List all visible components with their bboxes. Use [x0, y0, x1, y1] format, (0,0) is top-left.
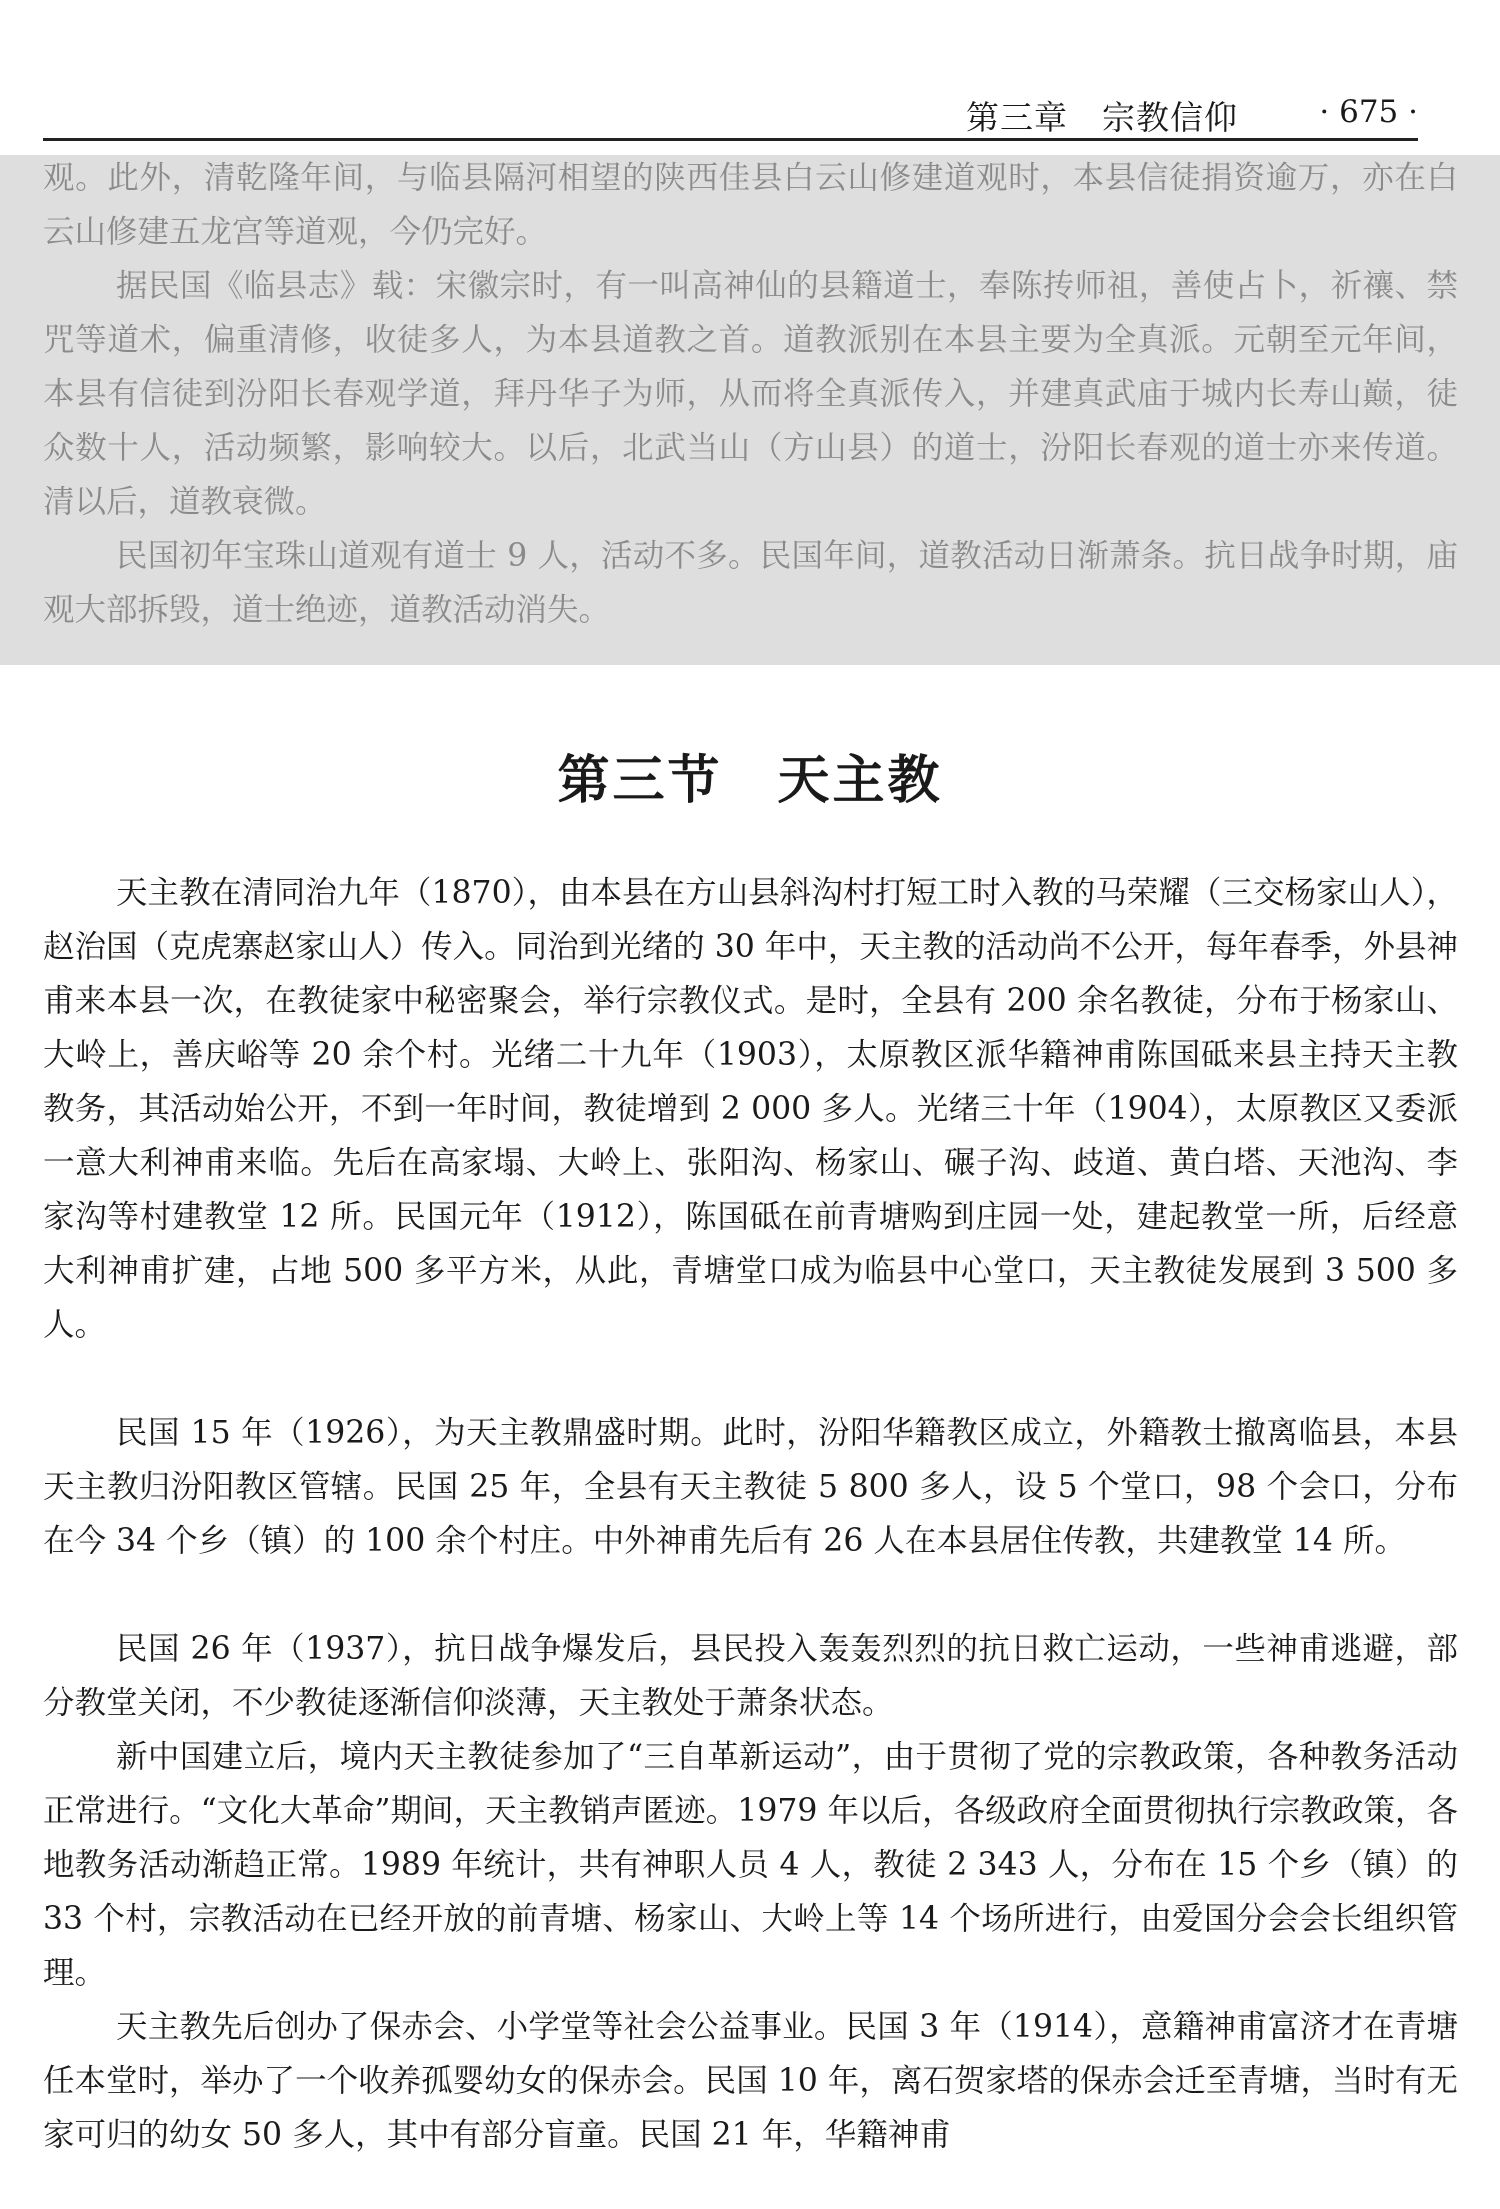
running-header — [43, 88, 1418, 141]
chapter-title: 第三章 宗教信仰 — [966, 98, 1238, 137]
paragraph: 据民国《临县志》载：宋徽宗时，有一叫高神仙的县籍道士，奉陈抟师祖，善使占卜，祈禳、禁咒等道术，偏重清修，收徒多人，为本县道教之首。道教派别在本县主要为全真派。元朝至元年间，本县有信徒到汾阳长春观学道，拜丹华子为师，从而将全真派传入，并建真武庙于城内长寿山巅，徒众数十人，活动频繁，影响较大。以后，北武当山（方山县）的道士，汾阳长春观的道士亦来传道。清以后，道教衰微。 — [43, 268, 1458, 520]
paragraph: 观。此外，清乾隆年间，与临县隔河相望的陕西佳县白云山修建道观时，本县信徒捐资逾万，亦在白云山修建五龙宫等道观，今仍完好。 — [43, 160, 1458, 250]
page-number: · 675 · — [1319, 94, 1418, 130]
section-heading: 第三节 天主教 — [557, 750, 943, 811]
previous-section-excerpt — [0, 155, 1500, 665]
paragraph: 民国 15 年（1926），为天主教鼎盛时期。此时，汾阳华籍教区成立，外籍教士撤离临县，本县天主教归汾阳教区管辖。民国 25 年，全县有天主教徒 5 800 多人，设 5 个堂口，98 个会口，分布在今 34 个乡（镇）的 100 余个村庄。中外神甫先后有 26 人在本县居住传教，共建教堂 14 所。 — [43, 1415, 1458, 1559]
paragraph: 天主教先后创办了保赤会、小学堂等社会公益事业。民国 3 年（1914），意籍神甫富济才在青塘任本堂时，举办了一个收养孤婴幼女的保赤会。民国 10 年，离石贺家塔的保赤会迁至青塘，当时有无家可归的幼女 50 多人，其中有部分盲童。民国 21 年，华籍神甫 — [43, 2009, 1458, 2153]
paragraph: 民国 26 年（1937），抗日战争爆发后，县民投入轰轰烈烈的抗日救亡运动，一些神甫逃避，部分教堂关闭，不少教徒逐渐信仰淡薄，天主教处于萧条状态。 — [43, 1631, 1458, 1721]
paragraph: 新中国建立后，境内天主教徒参加了“三自革新运动”，由于贯彻了党的宗教政策，各种教务活动正常进行。“文化大革命”期间，天主教销声匿迹。1979 年以后，各级政府全面贯彻执行宗教政策，各地教务活动渐趋正常。1989 年统计，共有神职人员 4 人，教徒 2 343 人，分布在 15 个乡（镇）的 33 个村，宗教活动在已经开放的前青塘、杨家山、大岭上等 14 个场所进行，由爱国分会会长组织管理。 — [43, 1739, 1458, 1991]
paragraph: 天主教在清同治九年（1870），由本县在方山县斜沟村打短工时入教的马荣耀（三交杨家山人），赵治国（克虎寨赵家山人）传入。同治到光绪的 30 年中，天主教的活动尚不公开，每年春季，外县神甫来本县一次，在教徒家中秘密聚会，举行宗教仪式。是时，全县有 200 余名教徒，分布于杨家山、大岭上，善庆峪等 20 余个村。光绪二十九年（1903），太原教区派华籍神甫陈国砥来县主持天主教教务，其活动始公开，不到一年时间，教徒增到 2 000 多人。光绪三十年（1904），太原教区又委派一意大利神甫来临。先后在高家塌、大岭上、张阳沟、杨家山、碾子沟、歧道、黄白塔、天池沟、李家沟等村建教堂 12 所。民国元年（1912），陈国砥在前青塘购到庄园一处，建起教堂一所，后经意大利神甫扩建，占地 500 多平方米，从此，青塘堂口成为临县中心堂口，天主教徒发展到 3 500 多人。 — [43, 875, 1458, 1343]
paragraph: 民国初年宝珠山道观有道士 9 人，活动不多。民国年间，道教活动日渐萧条。抗日战争时期，庙观大部拆毁，道士绝迹，道教活动消失。 — [43, 538, 1458, 628]
